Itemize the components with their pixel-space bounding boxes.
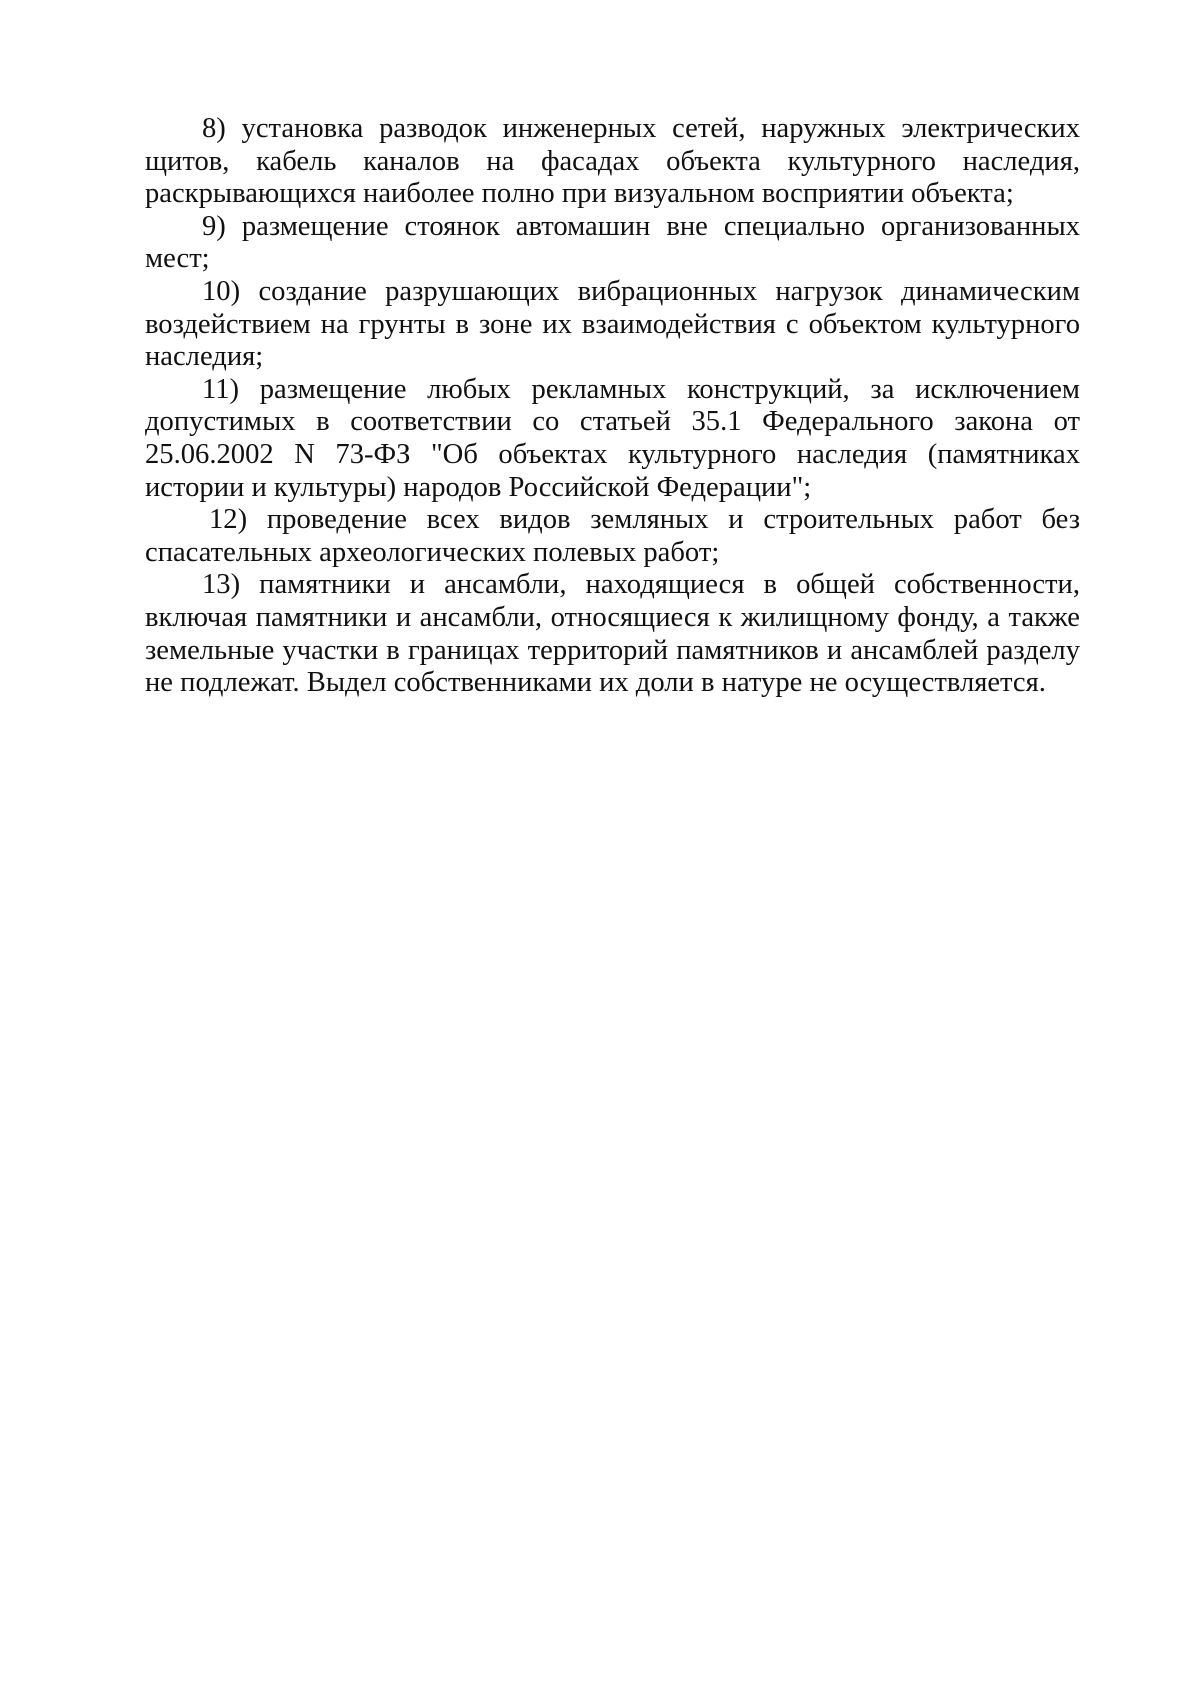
list-item-13: 13) памятники и ансамбли, находящиеся в общей собственности, включая памятники и ансамбли, относящиеся к жилищному фонду, а также земельные участки в границах территорий памятников и ансамблей разделу не подлежат. Выдел собственниками их доли в натуре не осуществляется. (145, 569, 1080, 699)
list-item-11: 11) размещение любых рекламных конструкций, за исключением допустимых в соответствии со статьей 35.1 Федерального закона от 25.06.2002 N 73-ФЗ "Об объектах культурного наследия (памятниках истории и культуры) народов Российской Федерации"; (145, 373, 1080, 503)
list-item-8: 8) установка разводок инженерных сетей, наружных электрических щитов, кабель каналов на фасадах объекта культурного наследия, раскрывающихся наиболее полно при визуальном восприятии объекта; (145, 113, 1080, 210)
list-item-10: 10) создание разрушающих вибрационных нагрузок динамическим воздействием на грунты в зоне их взаимодействия с объектом культурного наследия; (145, 275, 1080, 373)
list-item-12: 12) проведение всех видов земляных и строительных работ без спасательных археологических полевых работ; (145, 504, 1080, 568)
list-item-9: 9) размещение стоянок автомашин вне специально организованных мест; (145, 210, 1080, 275)
document-body (145, 113, 1080, 700)
